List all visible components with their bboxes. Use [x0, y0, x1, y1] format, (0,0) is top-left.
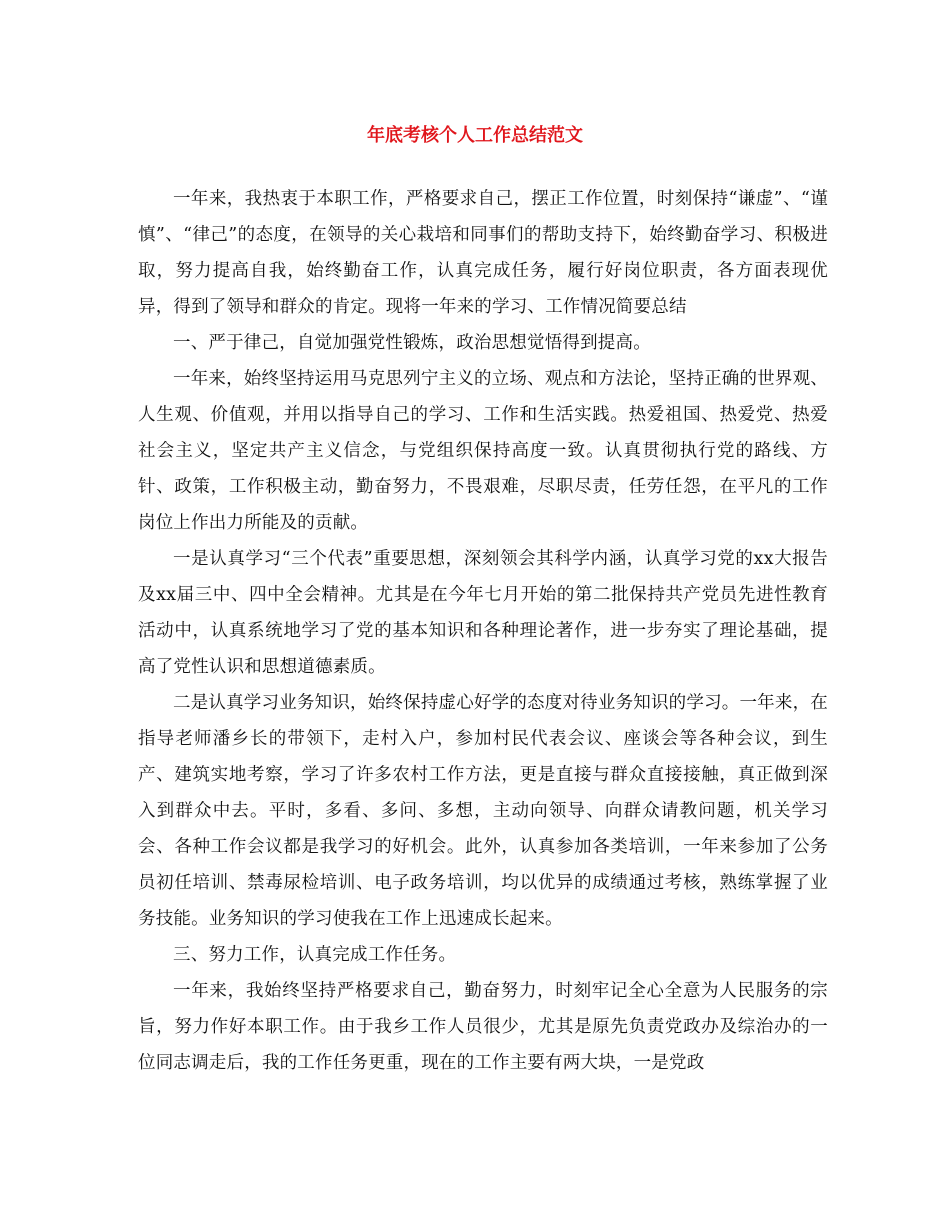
section-heading-3: 三、努力工作，认真完成工作任务。 [173, 945, 457, 965]
paragraph-point-1: 一是认真学习“三个代表”重要思想，深刻领会其科学内涵，认真学习党的xx大报告及xx届三中、四中全会精神。尤其是在今年七月开始的第二批保持共产党员先进性教育活动中，认真系统地学习了党的基本知识和各种理论著作，进一步夯实了理论基础，提高了党性认识和思想道德素质。 [138, 549, 828, 677]
paragraph-point-2: 二是认真学习业务知识，始终保持虚心好学的态度对待业务知识的学习。一年来，在指导老师潘乡长的带领下，走村入户，参加村民代表会议、座谈会等各种会议，到生产、建筑实地考察，学习了许多农村工作方法，更是直接与群众直接接触，真正做到深入到群众中去。平时，多看、多问、多想，主动向领导、向群众请教问题，机关学习会、各种工作会议都是我学习的好机会。此外，认真参加各类培训，一年来参加了公务员初任培训、禁毒尿检培训、电子政务培训，均以优异的成绩通过考核，熟练掌握了业务技能。业务知识的学习使我在工作上迅速成长起来。 [138, 693, 828, 929]
section-heading-1: 一、严于律己，自觉加强党性锻炼，政治思想觉悟得到提高。 [173, 333, 651, 353]
paragraph-section-1: 一年来，始终坚持运用马克思列宁主义的立场、观点和方法论，坚持正确的世界观、人生观、价值观，并用以指导自己的学习、工作和生活实践。热爱祖国、热爱党、热爱社会主义，坚定共产主义信念，与党组织保持高度一致。认真贯彻执行党的路线、方针、政策，工作积极主动，勤奋努力，不畏艰难，尽职尽责，任劳任怨，在平凡的工作岗位上作出力所能及的贡献。 [138, 369, 828, 533]
paragraph-intro: 一年来，我热衷于本职工作，严格要求自己，摆正工作位置，时刻保持“谦虚”、“谨慎”、“律己”的态度，在领导的关心栽培和同事们的帮助支持下，始终勤奋学习、积极进取，努力提高自我，始终勤奋工作，认真完成任务，履行好岗位职责，各方面表现优异，得到了领导和群众的肯定。现将一年来的学习、工作情况简要总结 [138, 189, 828, 317]
document-body [138, 181, 828, 1081]
document-title: 年底考核个人工作总结范文 [367, 125, 583, 146]
paragraph-section-3: 一年来，我始终坚持严格要求自己，勤奋努力，时刻牢记全心全意为人民服务的宗旨，努力作好本职工作。由于我乡工作人员很少，尤其是原先负责党政办及综治办的一位同志调走后，我的工作任务更重，现在的工作主要有两大块，一是党政 [138, 981, 828, 1073]
